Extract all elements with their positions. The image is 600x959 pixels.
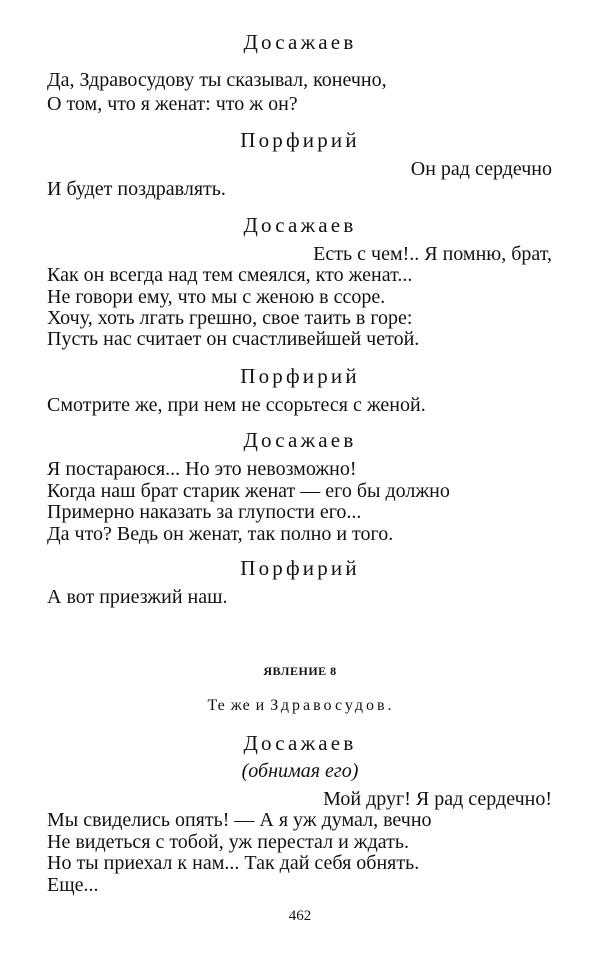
stage-direction xyxy=(0,696,600,716)
verse-line: Есть с чем!.. Я помню, брат, xyxy=(313,243,552,265)
verse-line: Не видеться с тобой, уж перестал и ждать. xyxy=(47,831,410,853)
speaker-name: Порфирий xyxy=(240,364,360,388)
verse-line: Я постараюся... Но это невозможно! xyxy=(47,458,357,480)
verse-line: И будет поздравлять. xyxy=(47,178,226,200)
verse-line: О том, что я женат: что ж он? xyxy=(47,93,298,115)
verse-line: Хочу, хоть лгать грешно, свое таить в горе: xyxy=(47,307,413,329)
stage-character-name: Здравосудов xyxy=(270,697,388,714)
stage-suffix: . xyxy=(387,697,393,714)
speaker-name: Досажаев xyxy=(243,428,357,452)
verse-line: Мы свиделись опять! — А я уж думал, вечно xyxy=(47,809,432,831)
page-number: 462 xyxy=(288,908,312,924)
speaker-name: Порфирий xyxy=(240,128,360,152)
verse-line: Еще... xyxy=(47,874,99,896)
verse-line: Пусть нас считает он счастливейшей четой. xyxy=(47,328,420,350)
verse-line: Как он всегда над тем смеялся, кто женат... xyxy=(47,264,413,286)
verse-line: Не говори ему, что мы с женою в ссоре. xyxy=(47,286,386,308)
speaker-name: Порфирий xyxy=(240,556,360,580)
speaker-name: Досажаев xyxy=(243,30,357,54)
verse-line: Примерно наказать за глупости его... xyxy=(47,501,362,523)
verse-line: Но ты приехал к нам... Так дай себя обнять. xyxy=(47,852,420,874)
verse-line: Мой друг! Я рад сердечно! xyxy=(323,788,552,810)
verse-line: Да что? Ведь он женат, так полно и того. xyxy=(47,523,394,545)
verse-line: Да, Здравосудову ты сказывал, конечно, xyxy=(47,69,387,91)
speaker-name: Досажаев xyxy=(243,731,357,755)
verse-line: А вот приезжий наш. xyxy=(47,586,228,608)
verse-line: Когда наш брат старик женат — его бы должно xyxy=(47,480,450,502)
stage-prefix: Те же и xyxy=(207,697,271,714)
verse-line: Смотрите же, при нем не ссорьтеся с женой. xyxy=(47,394,426,416)
scene-title: ЯВЛЕНИЕ 8 xyxy=(263,664,337,678)
speaker-name: Досажаев xyxy=(243,213,357,237)
stage-remark: (обнимая его) xyxy=(241,760,359,782)
verse-line: Он рад сердечно xyxy=(410,158,552,180)
